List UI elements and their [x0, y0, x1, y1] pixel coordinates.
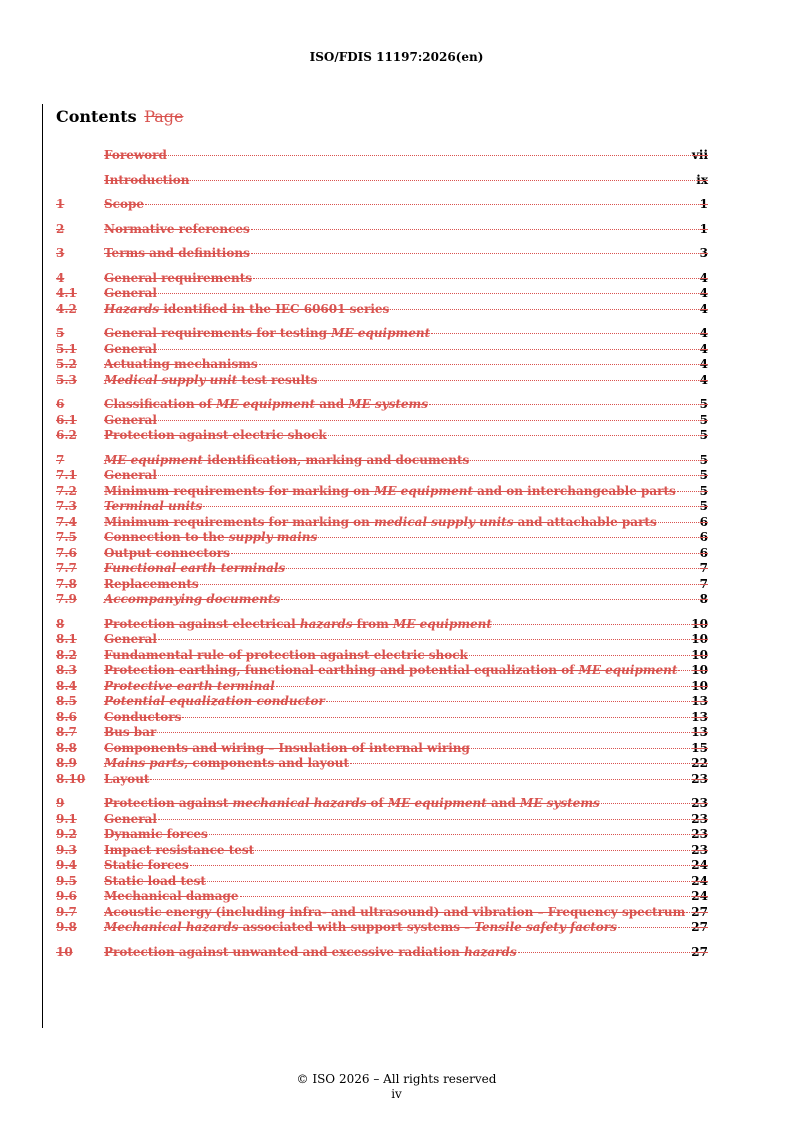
toc-entry[interactable]: [56, 772, 708, 788]
toc-entry[interactable]: [56, 561, 708, 577]
toc-entry-page: 13: [691, 709, 708, 724]
toc-leader-dots: [276, 686, 691, 687]
toc-entry-number: 10: [56, 944, 73, 959]
toc-entry-label: General: [104, 811, 157, 826]
toc-entry-page: 23: [691, 811, 708, 826]
toc-entry[interactable]: [56, 484, 708, 500]
toc-leader-dots: [390, 309, 698, 310]
toc-entry-page: 1: [699, 221, 708, 236]
toc-leader-dots: [168, 155, 691, 156]
toc-entry[interactable]: [56, 874, 708, 890]
toc-entry-page: 4: [699, 341, 708, 356]
toc-entry-label: General: [104, 341, 157, 356]
toc-entry-page: 10: [691, 647, 708, 662]
toc-entry-label: Minimum requirements for marking on ME equipment and on interchangeable parts: [104, 483, 676, 498]
toc-entry-label: Protection earthing, functional earthing and potential equalization of ME equipment: [104, 663, 678, 677]
toc-entry-label: Components and wiring – Insulation of internal wiring: [104, 740, 470, 755]
toc-entry-number: 6.2: [56, 428, 77, 442]
toc-entry-number: 7.8: [56, 576, 77, 591]
toc-entry-label: General: [104, 468, 157, 482]
toc-leader-dots: [190, 180, 695, 181]
toc-entry[interactable]: [56, 843, 708, 859]
toc-entry-label: General: [104, 286, 157, 300]
toc-entry-number: 8.7: [56, 725, 77, 739]
toc-entry-number: 7.5: [56, 530, 77, 544]
toc-entry-page: 7: [699, 576, 708, 591]
toc-entry-page: 10: [691, 632, 708, 646]
toc-entry-label: Mechanical damage: [104, 889, 239, 903]
toc-entry-page: 27: [691, 944, 708, 959]
toc-entry-number: 5.1: [56, 341, 77, 356]
toc-entry-label: Mechanical hazards associated with support systems – Tensile safety factors: [104, 920, 617, 934]
toc-entry-page: 8: [699, 592, 708, 606]
toc-entry-page: 10: [691, 678, 708, 693]
toc-entry-number: 7.3: [56, 499, 77, 513]
toc-entry-page: ix: [696, 172, 708, 187]
toc-entry[interactable]: [56, 515, 708, 531]
toc-leader-dots: [158, 639, 690, 640]
toc-leader-dots: [158, 819, 690, 820]
toc-entry-page: 13: [691, 694, 708, 708]
toc-entry[interactable]: [56, 648, 708, 664]
toc-entry[interactable]: [56, 710, 708, 726]
copyright-notice: © ISO 2026 – All rights reserved: [296, 1072, 497, 1086]
toc-entry-page: 6: [699, 530, 708, 544]
toc-entry-page: 4: [699, 357, 708, 371]
toc-entry-page: 4: [699, 326, 708, 340]
toc-entry[interactable]: [56, 756, 708, 772]
toc-leader-dots: [318, 380, 698, 381]
toc-entry[interactable]: [56, 246, 708, 262]
toc-entry-number: 8.9: [56, 756, 77, 770]
toc-entry-label: Dynamic forces: [104, 827, 208, 841]
toc-entry-number: 6: [56, 397, 65, 411]
toc-entry-number: 8.8: [56, 740, 77, 755]
toc-leader-dots: [350, 763, 690, 764]
toc-entry-page: 24: [691, 873, 708, 888]
toc-entry-number: 3: [56, 246, 65, 260]
toc-entry-page: 1: [699, 197, 708, 211]
toc-entry-page: 5: [699, 428, 708, 442]
toc-entry[interactable]: [56, 889, 708, 905]
toc-entry-page: 23: [691, 796, 708, 810]
toc-leader-dots: [231, 553, 699, 554]
toc-entry-number: 8.1: [56, 632, 77, 646]
toc-entry[interactable]: [56, 741, 708, 757]
toc-entry-label: Protection against electrical hazards from ME equipment: [104, 616, 492, 631]
toc-leader-dots: [251, 253, 699, 254]
toc-entry-number: 9.1: [56, 811, 77, 826]
page-column-label: Page: [144, 107, 184, 126]
toc-entry-page: vii: [691, 148, 708, 162]
toc-entry[interactable]: [56, 468, 708, 484]
toc-entry-label: Connection to the supply mains: [104, 530, 318, 544]
toc-entry-page: 5: [699, 468, 708, 482]
toc-entry[interactable]: [56, 173, 708, 189]
toc-entry[interactable]: [56, 827, 708, 843]
toc-entry[interactable]: [56, 397, 708, 413]
toc-leader-dots: [601, 803, 691, 804]
toc-entry-number: 5: [56, 326, 65, 340]
toc-entry-number: 9.7: [56, 904, 77, 919]
toc-entry-number: 9: [56, 796, 65, 810]
toc-entry[interactable]: [56, 197, 708, 213]
toc-entry-label: Replacements: [104, 576, 199, 591]
toc-entry-label: Protective earth terminal: [104, 678, 275, 693]
toc-entry-label: Foreword: [104, 148, 167, 162]
toc-leader-dots: [286, 568, 698, 569]
toc-entry[interactable]: [56, 148, 708, 164]
toc-entry-page: 10: [691, 616, 708, 631]
toc-entry[interactable]: [56, 679, 708, 695]
toc-leader-dots: [158, 420, 699, 421]
toc-entry-page: 23: [691, 827, 708, 841]
toc-entry-label: Minimum requirements for marking on medical supply units and attachable parts: [104, 514, 657, 529]
toc-entry-label: General requirements for testing ME equipment: [104, 326, 431, 340]
toc-entry-label: Output connectors: [104, 545, 230, 560]
toc-entry[interactable]: [56, 725, 708, 741]
table-of-contents: [56, 148, 708, 960]
toc-entry[interactable]: [56, 271, 708, 287]
toc-entry-number: 9.4: [56, 858, 77, 872]
toc-entry[interactable]: [56, 663, 708, 679]
toc-entry-label: Terminal units: [104, 499, 203, 513]
toc-entry-number: 7.6: [56, 545, 77, 560]
toc-entry[interactable]: [56, 302, 708, 318]
toc-entry-label: General: [104, 412, 157, 427]
toc-leader-dots: [190, 865, 691, 866]
toc-entry-page: 4: [699, 270, 708, 285]
toc-entry-number: 9.8: [56, 920, 77, 934]
toc-entry-number: 2: [56, 221, 65, 236]
toc-entry-page: 22: [691, 756, 708, 770]
toc-entry-number: 7.7: [56, 561, 77, 575]
toc-entry-label: Hazards identified in the IEC 60601 series: [104, 301, 390, 316]
toc-entry-page: 15: [691, 740, 708, 755]
toc-entry-page: 27: [691, 920, 708, 934]
toc-leader-dots: [182, 717, 690, 718]
toc-leader-dots: [259, 364, 699, 365]
toc-entry-number: 7.9: [56, 592, 77, 606]
toc-entry-number: 5.3: [56, 372, 77, 387]
toc-leader-dots: [145, 204, 699, 205]
toc-entry-page: 24: [691, 889, 708, 903]
toc-entry-number: 7: [56, 452, 65, 467]
toc-entry[interactable]: [56, 413, 708, 429]
toc-entry-label: Accompanying documents: [104, 592, 281, 606]
toc-leader-dots: [240, 896, 691, 897]
toc-leader-dots: [328, 435, 699, 436]
toc-entry-number: 7.1: [56, 468, 77, 482]
toc-entry-page: 6: [699, 514, 708, 529]
toc-entry-label: Static load test: [104, 873, 206, 888]
toc-entry-number: 8.3: [56, 663, 77, 677]
toc-leader-dots: [678, 670, 690, 671]
toc-entry-page: 5: [699, 499, 708, 513]
toc-entry-page: 5: [699, 452, 708, 467]
toc-leader-dots: [200, 584, 699, 585]
toc-entry[interactable]: [56, 592, 708, 608]
toc-entry[interactable]: [56, 326, 708, 342]
toc-entry-number: 4.1: [56, 286, 77, 300]
toc-entry-label: Potential equalization conductor: [104, 694, 325, 708]
toc-entry-number: 8.4: [56, 678, 77, 693]
toc-entry-page: 4: [699, 372, 708, 387]
toc-entry[interactable]: [56, 905, 708, 921]
toc-entry-label: Actuating mechanisms: [104, 357, 258, 371]
toc-entry[interactable]: [56, 617, 708, 633]
toc-entry-page: 6: [699, 545, 708, 560]
toc-leader-dots: [253, 278, 699, 279]
contents-heading: Contents: [56, 107, 137, 126]
toc-entry-label: Terms and definitions: [104, 246, 250, 260]
toc-entry-number: 9.3: [56, 842, 77, 857]
toc-entry-label: General requirements: [104, 270, 253, 285]
toc-leader-dots: [203, 506, 698, 507]
toc-leader-dots: [150, 779, 690, 780]
toc-entry[interactable]: [56, 632, 708, 648]
toc-entry-page: 4: [699, 301, 708, 316]
contents-title: [56, 107, 184, 126]
toc-entry-number: 8.2: [56, 647, 77, 662]
toc-entry-number: 4.2: [56, 301, 77, 316]
toc-entry-label: Bus bar: [104, 725, 157, 739]
toc-entry[interactable]: [56, 428, 708, 444]
toc-entry-label: Mains parts, components and layout: [104, 756, 350, 770]
toc-entry-page: 10: [691, 663, 708, 677]
toc-entry-label: Static forces: [104, 858, 189, 872]
toc-entry[interactable]: [56, 499, 708, 515]
toc-leader-dots: [318, 537, 698, 538]
toc-entry-page: 7: [699, 561, 708, 575]
toc-leader-dots: [429, 404, 699, 405]
toc-entry-page: 5: [699, 412, 708, 427]
toc-entry[interactable]: [56, 546, 708, 562]
toc-entry-number: 9.6: [56, 889, 77, 903]
toc-entry-label: Introduction: [104, 172, 190, 187]
toc-entry-number: 8.6: [56, 709, 77, 724]
toc-leader-dots: [207, 881, 690, 882]
toc-entry[interactable]: [56, 945, 708, 961]
toc-entry-label: Functional earth terminals: [104, 561, 286, 575]
toc-leader-dots: [686, 912, 690, 913]
toc-entry[interactable]: [56, 694, 708, 710]
toc-leader-dots: [677, 491, 699, 492]
toc-entry-page: 3: [699, 246, 708, 260]
toc-entry-page: 5: [699, 397, 708, 411]
toc-entry-number: 8: [56, 616, 65, 631]
toc-leader-dots: [471, 748, 690, 749]
toc-entry-number: 1: [56, 197, 65, 211]
toc-entry-page: 5: [699, 483, 708, 498]
toc-entry[interactable]: [56, 577, 708, 593]
toc-entry-page: 13: [691, 725, 708, 739]
toc-entry-label: Scope: [104, 197, 145, 211]
toc-entry-label: Medical supply unit test results: [104, 372, 318, 387]
toc-entry-number: 9.2: [56, 827, 77, 841]
page-number: iv: [391, 1087, 402, 1101]
toc-entry[interactable]: [56, 812, 708, 828]
toc-entry[interactable]: [56, 286, 708, 302]
toc-entry[interactable]: [56, 796, 708, 812]
toc-leader-dots: [157, 732, 690, 733]
toc-entry-label: Impact resistance test: [104, 842, 255, 857]
toc-leader-dots: [255, 850, 690, 851]
toc-entry-page: 27: [691, 904, 708, 919]
toc-entry-number: 8.10: [56, 771, 86, 786]
toc-leader-dots: [158, 349, 699, 350]
toc-leader-dots: [493, 624, 690, 625]
toc-entry[interactable]: [56, 357, 708, 373]
toc-entry-label: Normative references: [104, 221, 250, 236]
toc-leader-dots: [326, 701, 691, 702]
page-footer: [0, 1072, 793, 1102]
toc-entry-number: 9.5: [56, 873, 77, 888]
toc-entry[interactable]: [56, 453, 708, 469]
toc-entry-page: 24: [691, 858, 708, 872]
toc-entry[interactable]: [56, 342, 708, 358]
toc-entry[interactable]: [56, 530, 708, 546]
toc-entry-number: 6.1: [56, 412, 77, 427]
toc-leader-dots: [431, 333, 699, 334]
toc-entry-page: 23: [691, 771, 708, 786]
toc-entry[interactable]: [56, 373, 708, 389]
document-header: ISO/FDIS 11197:2026(en): [309, 50, 484, 64]
toc-entry-label: Fundamental rule of protection against electric shock: [104, 647, 468, 662]
toc-leader-dots: [209, 834, 690, 835]
toc-leader-dots: [281, 599, 699, 600]
toc-leader-dots: [158, 293, 699, 294]
toc-leader-dots: [658, 522, 699, 523]
toc-leader-dots: [158, 475, 699, 476]
toc-entry-label: Protection against mechanical hazards of ME equipment and ME systems: [104, 796, 600, 810]
toc-leader-dots: [618, 927, 690, 928]
toc-entry-label: Acoustic energy (including infra- and ultrasound) and vibration – Frequency spectrum: [104, 904, 686, 919]
toc-entry-label: Protection against unwanted and excessive radiation hazards: [104, 944, 517, 959]
toc-entry-number: 5.2: [56, 357, 77, 371]
toc-entry-number: 8.5: [56, 694, 77, 708]
toc-entry[interactable]: [56, 222, 708, 238]
toc-entry-label: ME equipment identification, marking and documents: [104, 452, 470, 467]
toc-entry[interactable]: [56, 858, 708, 874]
toc-leader-dots: [518, 952, 691, 953]
toc-entry-label: General: [104, 632, 157, 646]
change-bar: [42, 104, 43, 1028]
toc-entry-page: 23: [691, 842, 708, 857]
toc-leader-dots: [251, 229, 699, 230]
toc-entry-label: Classification of ME equipment and ME systems: [104, 397, 429, 411]
toc-entry-page: 4: [699, 286, 708, 300]
toc-entry-label: Layout: [104, 771, 150, 786]
toc-entry-number: 7.4: [56, 514, 77, 529]
toc-entry-number: 7.2: [56, 483, 77, 498]
toc-entry-label: Protection against electric shock: [104, 428, 327, 442]
toc-entry-number: 4: [56, 270, 65, 285]
toc-entry[interactable]: [56, 920, 708, 936]
toc-entry-label: Conductors: [104, 709, 182, 724]
toc-leader-dots: [469, 655, 690, 656]
toc-leader-dots: [470, 460, 698, 461]
